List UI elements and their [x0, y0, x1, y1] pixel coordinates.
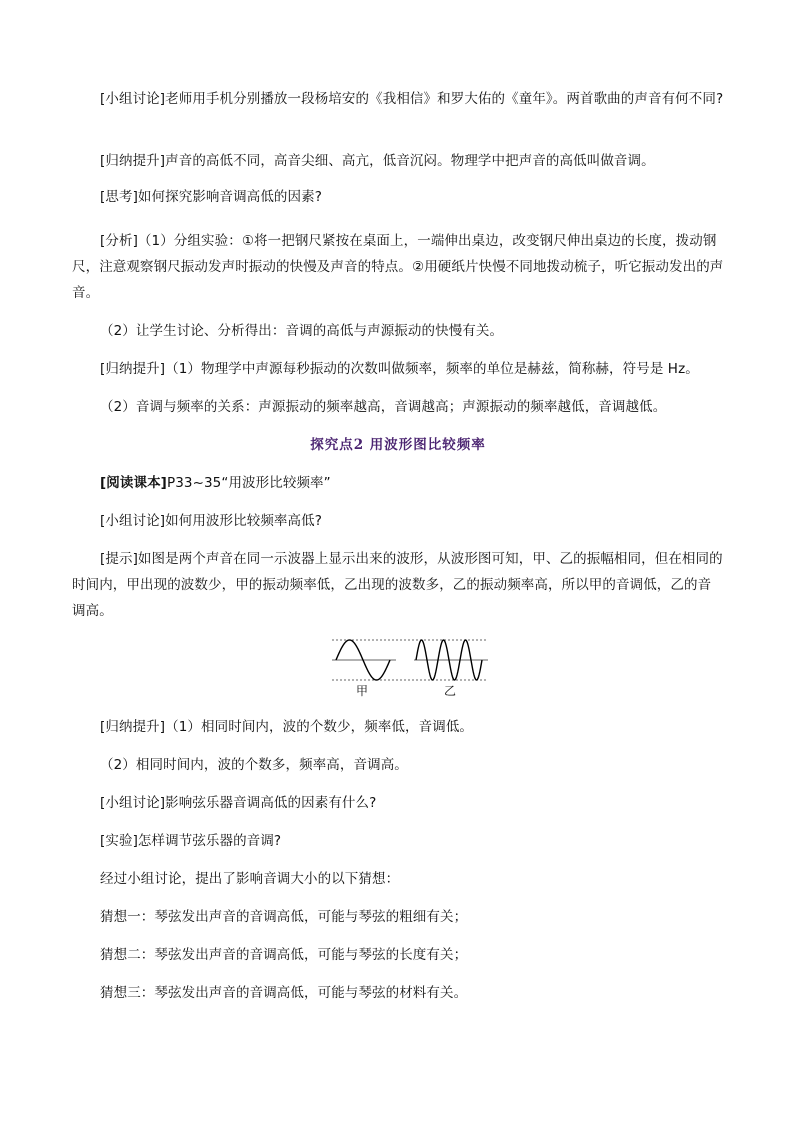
paragraph-analysis: [分析]（1）分组实验：①将一把钢尺紧按在桌面上，一端伸出桌边，改变钢尺伸出桌边的长度，拨动钢尺，注意观察钢尺振动发声时振动的快慢及声音的特点。②用硬纸片快慢不同地拨动梳子，听它振动发出的声音。	[72, 233, 724, 301]
paragraph-think: [思考]如何探究影响音调高低的因素?	[100, 189, 322, 205]
paragraph-group-discussion-waveform: [小组讨论]如何用波形比较频率高低?	[100, 513, 322, 529]
paragraph-summary-pitch: [归纳提升]声音的高低不同，高音尖细、高亢，低音沉闷。物理学中把声音的高低叫做音调。	[100, 153, 655, 169]
waveform-svg	[330, 634, 490, 698]
paragraph-summary-frequency: [归纳提升]（1）物理学中声源每秒振动的次数叫做频率，频率的单位是赫兹，简称赫，符号是 Hz。	[100, 361, 699, 377]
paragraph-group-discussion-strings: [小组讨论]影响弦乐器音调高低的因素有什么?	[100, 795, 377, 811]
paragraph-read-textbook	[72, 470, 724, 496]
paragraph-hypothesis-1: 猜想一：琴弦发出声音的音调高低，可能与琴弦的粗细有关；	[100, 909, 468, 925]
paragraph-analysis-2: （2）让学生讨论、分析得出：音调的高低与声源振动的快慢有关。	[100, 323, 504, 339]
paragraph-summary-many-waves: （2）相同时间内，波的个数多，频率高，音调高。	[100, 757, 408, 773]
paragraph-summary-few-waves: [归纳提升]（1）相同时间内，波的个数少，频率低，音调低。	[100, 719, 474, 735]
waveform-figure	[330, 634, 490, 698]
label-yi: 乙	[444, 684, 457, 698]
paragraph-experiment: [实验]怎样调节弦乐器的音调?	[100, 833, 282, 849]
read-textbook-text: P33~35“用波形比较频率”	[166, 475, 331, 491]
paragraph-hypothesis-2: 猜想二：琴弦发出声音的音调高低，可能与琴弦的长度有关；	[100, 947, 468, 963]
paragraph-hint: [提示]如图是两个声音在同一示波器上显示出来的波形，从波形图可知，甲、乙的振幅相同，但在相同的时间内，甲出现的波数少，甲的振动频率低，乙出现的波数多，乙的振动频率高，所以甲的音调低，乙的音调高。	[72, 551, 723, 619]
section-heading: 探究点2 用波形图比较频率	[310, 437, 486, 453]
paragraph-pitch-frequency-relation: （2）音调与频率的关系：声源振动的频率越高，音调越高；声源振动的频率越低，音调越低。	[100, 399, 667, 415]
paragraph-group-discussion-songs: [小组讨论]老师用手机分别播放一段杨培安的《我相信》和罗大佑的《童年》。两首歌曲的声音有何不同?	[100, 91, 724, 107]
paragraph-hypotheses-intro: 经过小组讨论，提出了影响音调大小的以下猜想：	[100, 871, 400, 887]
paragraph-hypothesis-3: 猜想三：琴弦发出声音的音调高低，可能与琴弦的材料有关。	[100, 985, 468, 1001]
label-jia: 甲	[356, 684, 369, 698]
read-textbook-tag: [阅读课本]	[100, 475, 167, 491]
